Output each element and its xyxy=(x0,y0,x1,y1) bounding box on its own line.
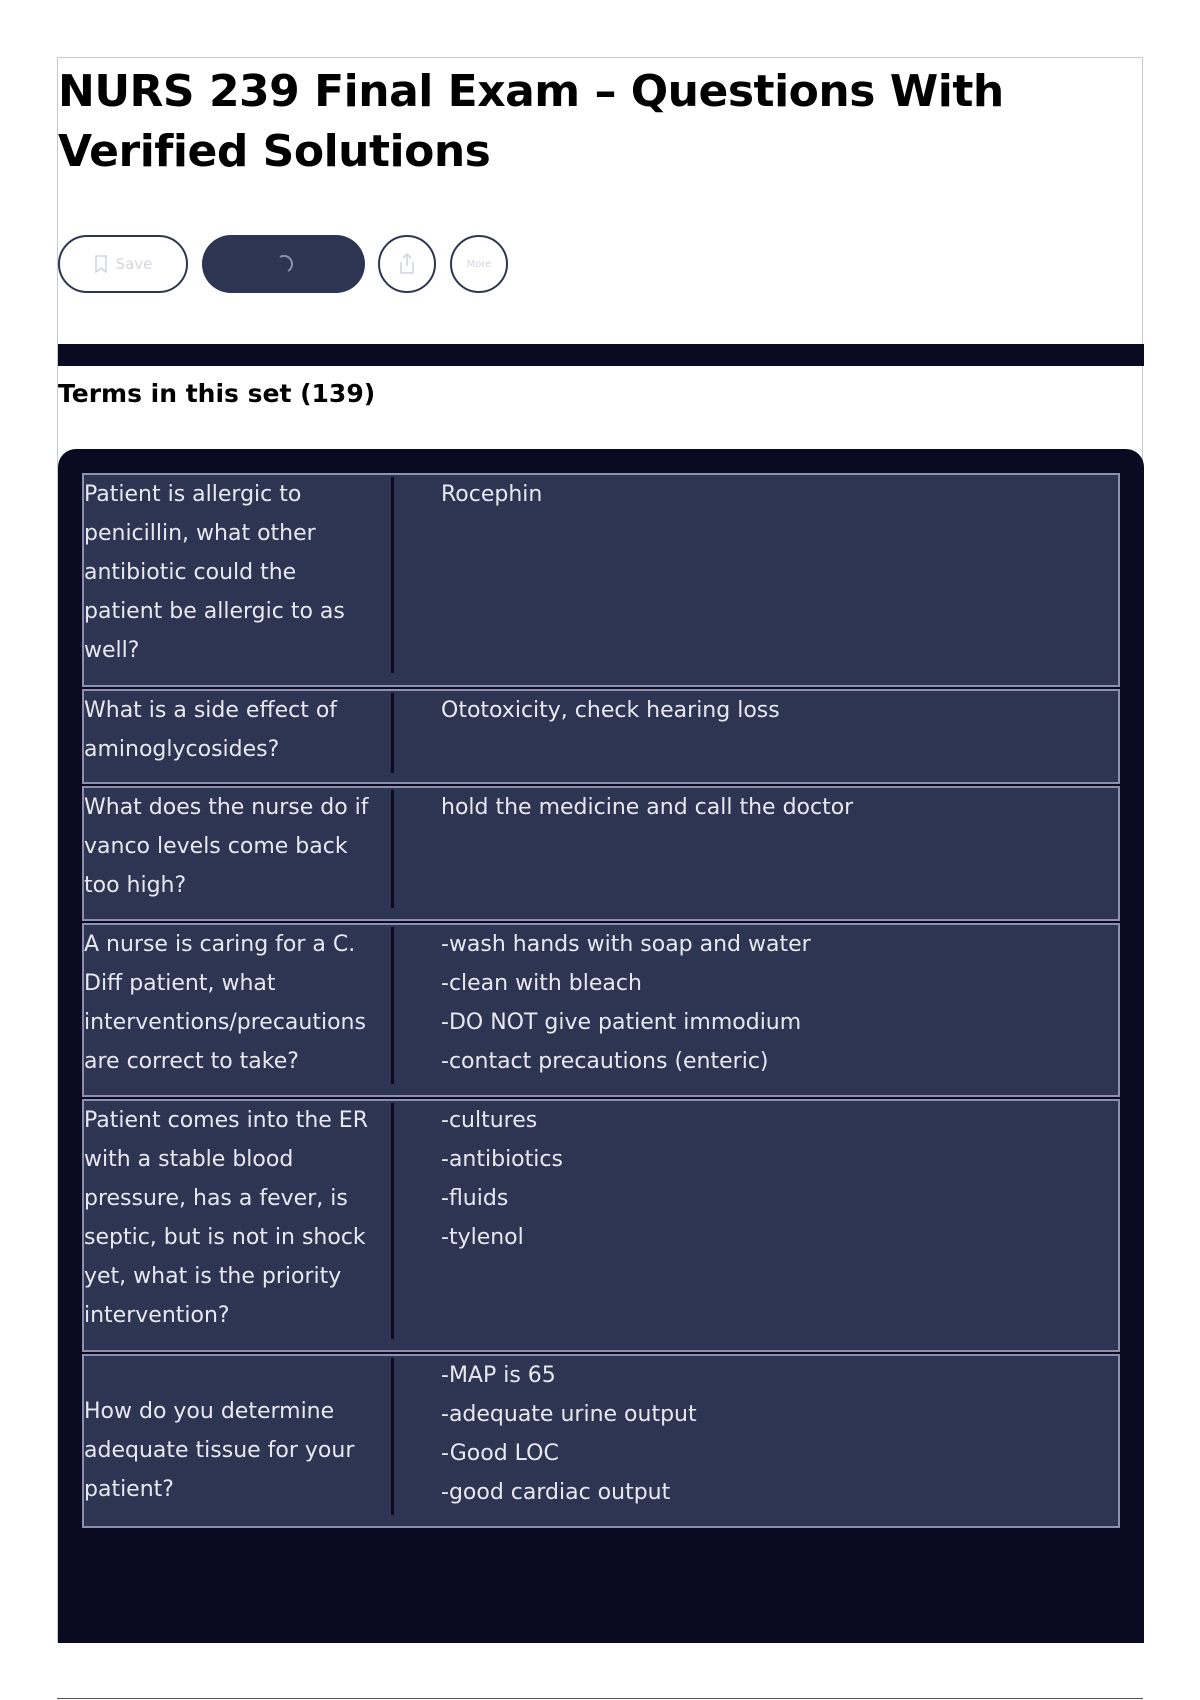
action-buttons xyxy=(58,235,658,295)
term-question: What is a side effect of aminoglycosides? xyxy=(84,698,338,762)
study-set-page xyxy=(57,57,1143,1643)
column-separator xyxy=(391,693,394,773)
table-row xyxy=(82,689,1120,784)
term-question: How do you determine adequate tissue for your patient? xyxy=(84,1399,355,1502)
section-divider xyxy=(58,344,1144,366)
study-button[interactable] xyxy=(202,235,365,293)
terms-table xyxy=(82,473,1120,1530)
terms-heading: Terms in this set (139) xyxy=(58,379,376,408)
term-answer: -wash hands with soap and water -clean with bleach -DO NOT give patient immodium -contact precautions (enteric) xyxy=(441,932,811,1074)
share-icon xyxy=(394,251,420,277)
term-question: A nurse is caring for a C. Diff patient, what interventions/precautions are correct to take? xyxy=(84,932,366,1074)
save-button-label: Save xyxy=(115,255,153,273)
table-row xyxy=(82,1354,1120,1528)
term-answer: hold the medicine and call the doctor xyxy=(441,795,854,820)
table-row xyxy=(82,473,1120,687)
footer-divider xyxy=(57,1698,1143,1699)
column-separator xyxy=(391,790,394,908)
term-answer: Rocephin xyxy=(441,482,543,507)
bookmark-icon xyxy=(94,255,108,273)
column-separator xyxy=(391,1358,394,1515)
share-button[interactable] xyxy=(378,235,436,293)
term-question: Patient comes into the ER with a stable blood pressure, has a fever, is septic, but is not in shock yet, what is the priority intervention? xyxy=(84,1108,368,1328)
term-question: Patient is allergic to penicillin, what other antibiotic could the patient be allergic to as well? xyxy=(84,482,345,663)
term-answer: -MAP is 65 -adequate urine output -Good LOC -good cardiac output xyxy=(441,1363,697,1505)
table-row xyxy=(82,923,1120,1097)
save-button[interactable] xyxy=(58,235,188,293)
column-separator xyxy=(391,927,394,1084)
table-row xyxy=(82,786,1120,921)
more-button-label: More xyxy=(466,258,492,270)
more-button[interactable] xyxy=(450,235,508,293)
page-title: NURS 239 Final Exam – Questions With Verified Solutions xyxy=(58,66,1004,177)
term-question: What does the nurse do if vanco levels come back too high? xyxy=(84,795,369,898)
terms-card xyxy=(58,449,1144,1643)
spinner-icon xyxy=(272,252,296,276)
column-separator xyxy=(391,1103,394,1339)
term-answer: Ototoxicity, check hearing loss xyxy=(441,698,780,723)
table-row xyxy=(82,1099,1120,1352)
term-answer: -cultures -antibiotics -fluids -tylenol xyxy=(441,1108,563,1250)
column-separator xyxy=(391,477,394,673)
